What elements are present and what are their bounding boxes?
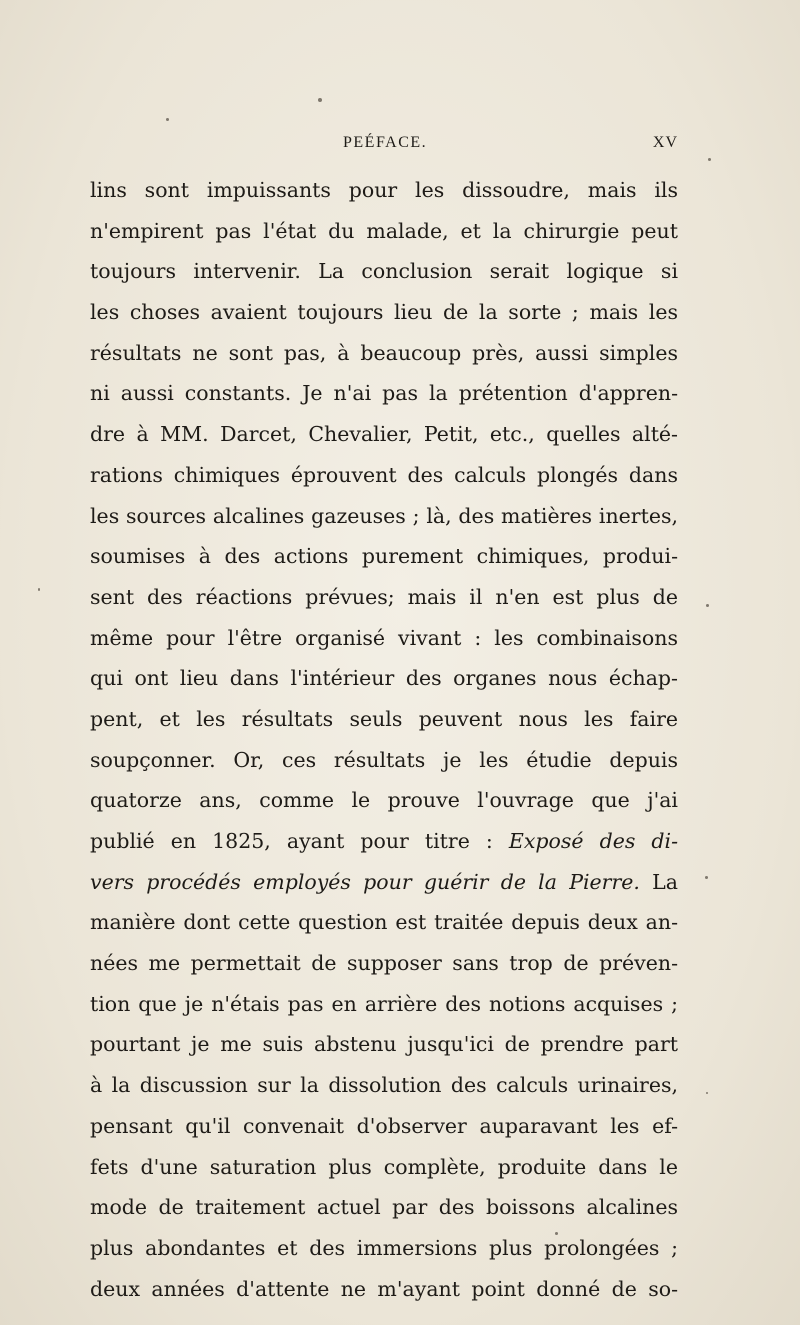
text-line-21: tion que je n'étais pas en arrière des notions acquises ;	[90, 991, 678, 1016]
text-line-24: pensant qu'il convenait d'observer auparavant les ef-	[90, 1113, 678, 1138]
text-line-10: soumises à des actions purement chimiques, produi-	[90, 544, 678, 569]
text-line-3: toujours intervenir. La conclusion serait logique si	[90, 259, 678, 284]
text-line-4: les choses avaient toujours lieu de la sorte ; mais les	[90, 300, 678, 325]
text-line-28: deux années d'attente ne m'ayant point donné de so-	[90, 1276, 678, 1301]
text-line-15: soupçonner. Or, ces résultats je les étudie depuis	[90, 747, 678, 772]
text-line-12: même pour l'être organisé vivant : les combinaisons	[90, 625, 678, 650]
text-line-6: ni aussi constants. Je n'ai pas la prétention d'appren-	[90, 381, 678, 406]
text-line-20: nées me permettait de supposer sans trop de préven-	[90, 951, 678, 976]
text-line-11: sent des réactions prévues; mais il n'en est plus de	[90, 584, 678, 609]
running-header	[90, 134, 678, 158]
text-line-18-roman: La	[652, 869, 678, 894]
text-line-16: quatorze ans, comme le prouve l'ouvrage que j'ai	[90, 788, 678, 813]
text-line-5: résultats ne sont pas, à beaucoup près, aussi simples	[90, 340, 678, 365]
text-line-14: pent, et les résultats seuls peuvent nous les faire	[90, 706, 678, 731]
book-title-part-2: vers procédés employés pour guérir de la Pierre.	[90, 869, 640, 894]
text-line-8: rations chimiques éprouvent des calculs plongés dans	[90, 462, 678, 487]
text-line-13: qui ont lieu dans l'intérieur des organes nous échap-	[90, 666, 678, 691]
text-line-22: pourtant je me suis abstenu jusqu'ici de prendre part	[90, 1032, 678, 1057]
text-line-2: n'empirent pas l'état du malade, et la chirurgie peut	[90, 218, 678, 243]
book-title-part-1: Exposé des di-	[508, 829, 678, 853]
text-line-25: fets d'une saturation plus complète, produite dans le	[90, 1154, 678, 1179]
text-line-7: dre à MM. Darcet, Chevalier, Petit, etc., quelles alté-	[90, 422, 678, 447]
text-line-9: les sources alcalines gazeuses ; là, des matières inertes,	[90, 503, 678, 528]
text-line-19: manière dont cette question est traitée depuis deux an-	[90, 910, 678, 935]
text-line-17	[90, 821, 678, 862]
page-number: XV	[652, 134, 678, 151]
text-line-17-roman: publié en 1825, ayant pour titre :	[90, 829, 493, 853]
text-line-18	[90, 862, 678, 903]
body-text	[90, 170, 678, 1309]
text-line-1: lins sont impuissants pour les dissoudre, mais ils	[90, 178, 678, 202]
text-line-26: mode de traitement actuel par des boissons alcalines	[90, 1195, 678, 1220]
text-line-27: plus abondantes et des immersions plus prolongées ;	[90, 1235, 678, 1260]
text-line-23: à la discussion sur la dissolution des calculs urinaires,	[90, 1073, 678, 1098]
running-title: PEÉFACE.	[343, 134, 428, 151]
